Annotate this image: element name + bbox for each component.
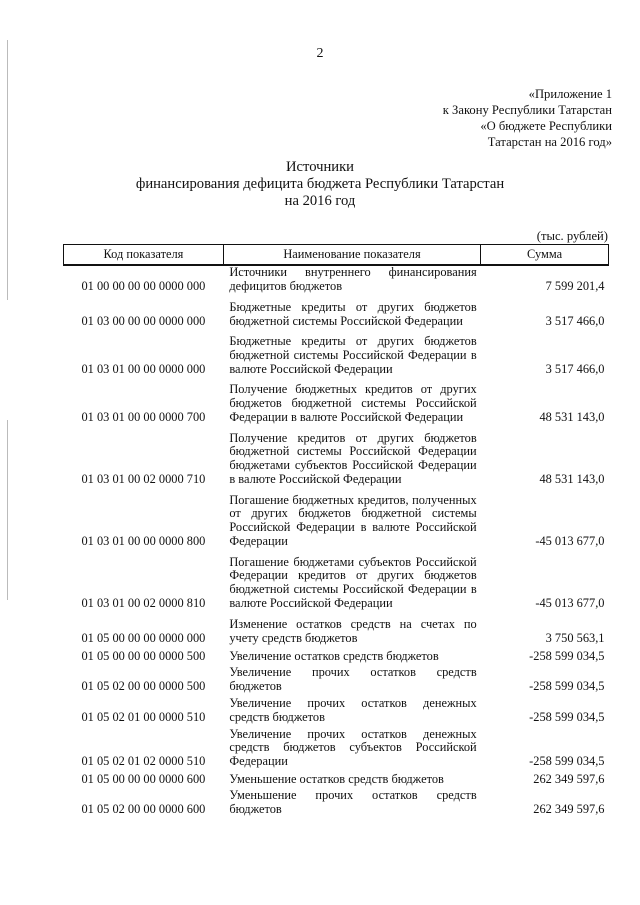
page-number: 2: [316, 46, 324, 61]
table-row: [64, 789, 609, 819]
table-row: [64, 648, 609, 666]
row-code: 01 05 02 00 00 0000 500: [81, 678, 206, 693]
table-row: [64, 489, 609, 551]
table-row: [64, 613, 609, 648]
row-name: Уменьшение остатков средств бюджетов: [229, 771, 444, 786]
row-name: Источники внутреннего финансирования дефицитов бюджетов: [229, 265, 477, 293]
row-name: Получение кредитов от других бюджетов бюджетной системы Российской Федерации бюджетами субъектов Российской Федерации в валюте Российской Федерации: [229, 430, 477, 486]
table-row: [64, 331, 609, 379]
row-code: 01 05 02 01 00 0000 510: [81, 709, 206, 724]
row-code: 01 05 00 00 00 0000 000: [81, 630, 206, 645]
row-name: Увеличение прочих остатков денежных средств бюджетов: [229, 696, 477, 724]
document-title: [0, 159, 640, 210]
title-line: финансирования дефицита бюджета Республики Татарстан: [135, 176, 505, 192]
table-row: [64, 296, 609, 331]
annex-line: Татарстан на 2016 год»: [487, 135, 612, 149]
header-name: Наименование показателя: [223, 245, 480, 266]
row-amount: 48 531 143,0: [539, 409, 605, 424]
row-name: Увеличение прочих остатков средств бюджетов: [229, 665, 477, 693]
table-body: [64, 265, 609, 820]
row-code: 01 03 00 00 00 0000 000: [81, 313, 206, 328]
header-code: Код показателя: [64, 245, 224, 266]
row-code: 01 03 01 00 02 0000 810: [81, 595, 206, 610]
annex-line: «О бюджете Республики: [480, 119, 612, 133]
table-row: [64, 379, 609, 427]
row-name: Бюджетные кредиты от других бюджетов бюджетной системы Российской Федерации: [229, 300, 477, 328]
row-amount: -258 599 034,5: [529, 678, 605, 693]
row-name: Получение бюджетных кредитов от других бюджетов бюджетной системы Российской Федерации в валюте Российской Федерации: [229, 382, 477, 424]
row-name: Увеличение остатков средств бюджетов: [229, 648, 439, 663]
row-code: 01 00 00 00 00 0000 000: [81, 278, 206, 293]
row-code: 01 03 01 00 00 0000 000: [81, 361, 206, 376]
title-line: на 2016 год: [284, 193, 356, 209]
row-amount: -258 599 034,5: [529, 709, 605, 724]
row-name: Изменение остатков средств на счетах по учету средств бюджетов: [229, 617, 477, 645]
table-row: [64, 727, 609, 771]
row-amount: -45 013 677,0: [535, 595, 605, 610]
row-name: Погашение бюджетами субъектов Российской Федерации кредитов от других бюджетов бюджетной системы Российской Федерации в валюте Российской Федерации: [229, 554, 477, 610]
row-amount: 262 349 597,6: [533, 801, 605, 816]
row-name: Уменьшение прочих остатков средств бюджетов: [229, 788, 477, 816]
annex-reference: [443, 86, 612, 150]
row-amount: -258 599 034,5: [529, 648, 605, 663]
annex-line: «Приложение 1: [528, 87, 612, 101]
header-amount: Сумма: [481, 245, 609, 266]
row-code: 01 03 01 00 02 0000 710: [81, 471, 206, 486]
financing-sources-table: [63, 244, 609, 820]
row-amount: -258 599 034,5: [529, 753, 605, 768]
row-name: Увеличение прочих остатков денежных средств бюджетов субъектов Российской Федерации: [229, 726, 477, 768]
row-code: 01 05 00 00 00 0000 600: [81, 771, 206, 786]
table-row: [64, 427, 609, 489]
table-row: [64, 666, 609, 696]
table-row: [64, 265, 609, 296]
row-amount: -45 013 677,0: [535, 533, 605, 548]
title-line: Источники: [286, 159, 354, 175]
annex-line: к Закону Республики Татарстан: [442, 103, 612, 117]
row-code: 01 05 00 00 00 0000 500: [81, 648, 206, 663]
row-amount: 48 531 143,0: [539, 471, 605, 486]
row-amount: 3 517 466,0: [545, 313, 605, 328]
row-code: 01 03 01 00 00 0000 800: [81, 533, 206, 548]
table-header-row: [64, 245, 609, 266]
row-amount: 262 349 597,6: [533, 771, 605, 786]
row-amount: 7 599 201,4: [545, 278, 605, 293]
row-amount: 3 750 563,1: [545, 630, 605, 645]
row-amount: 3 517 466,0: [545, 361, 605, 376]
scan-margin-line: [7, 420, 8, 600]
row-code: 01 05 02 01 02 0000 510: [81, 753, 206, 768]
row-code: 01 03 01 00 00 0000 700: [81, 409, 206, 424]
row-code: 01 05 02 00 00 0000 600: [81, 801, 206, 816]
table-row: [64, 696, 609, 727]
table-row: [64, 771, 609, 789]
table-row: [64, 551, 609, 613]
units-label: (тыс. рублей): [536, 229, 608, 243]
row-name: Бюджетные кредиты от других бюджетов бюджетной системы Российской Федерации в валюте Российской Федерации: [229, 334, 477, 376]
row-name: Погашение бюджетных кредитов, полученных от других бюджетов бюджетной системы Российской Федерации в валюте Российской Федерации: [229, 492, 477, 548]
